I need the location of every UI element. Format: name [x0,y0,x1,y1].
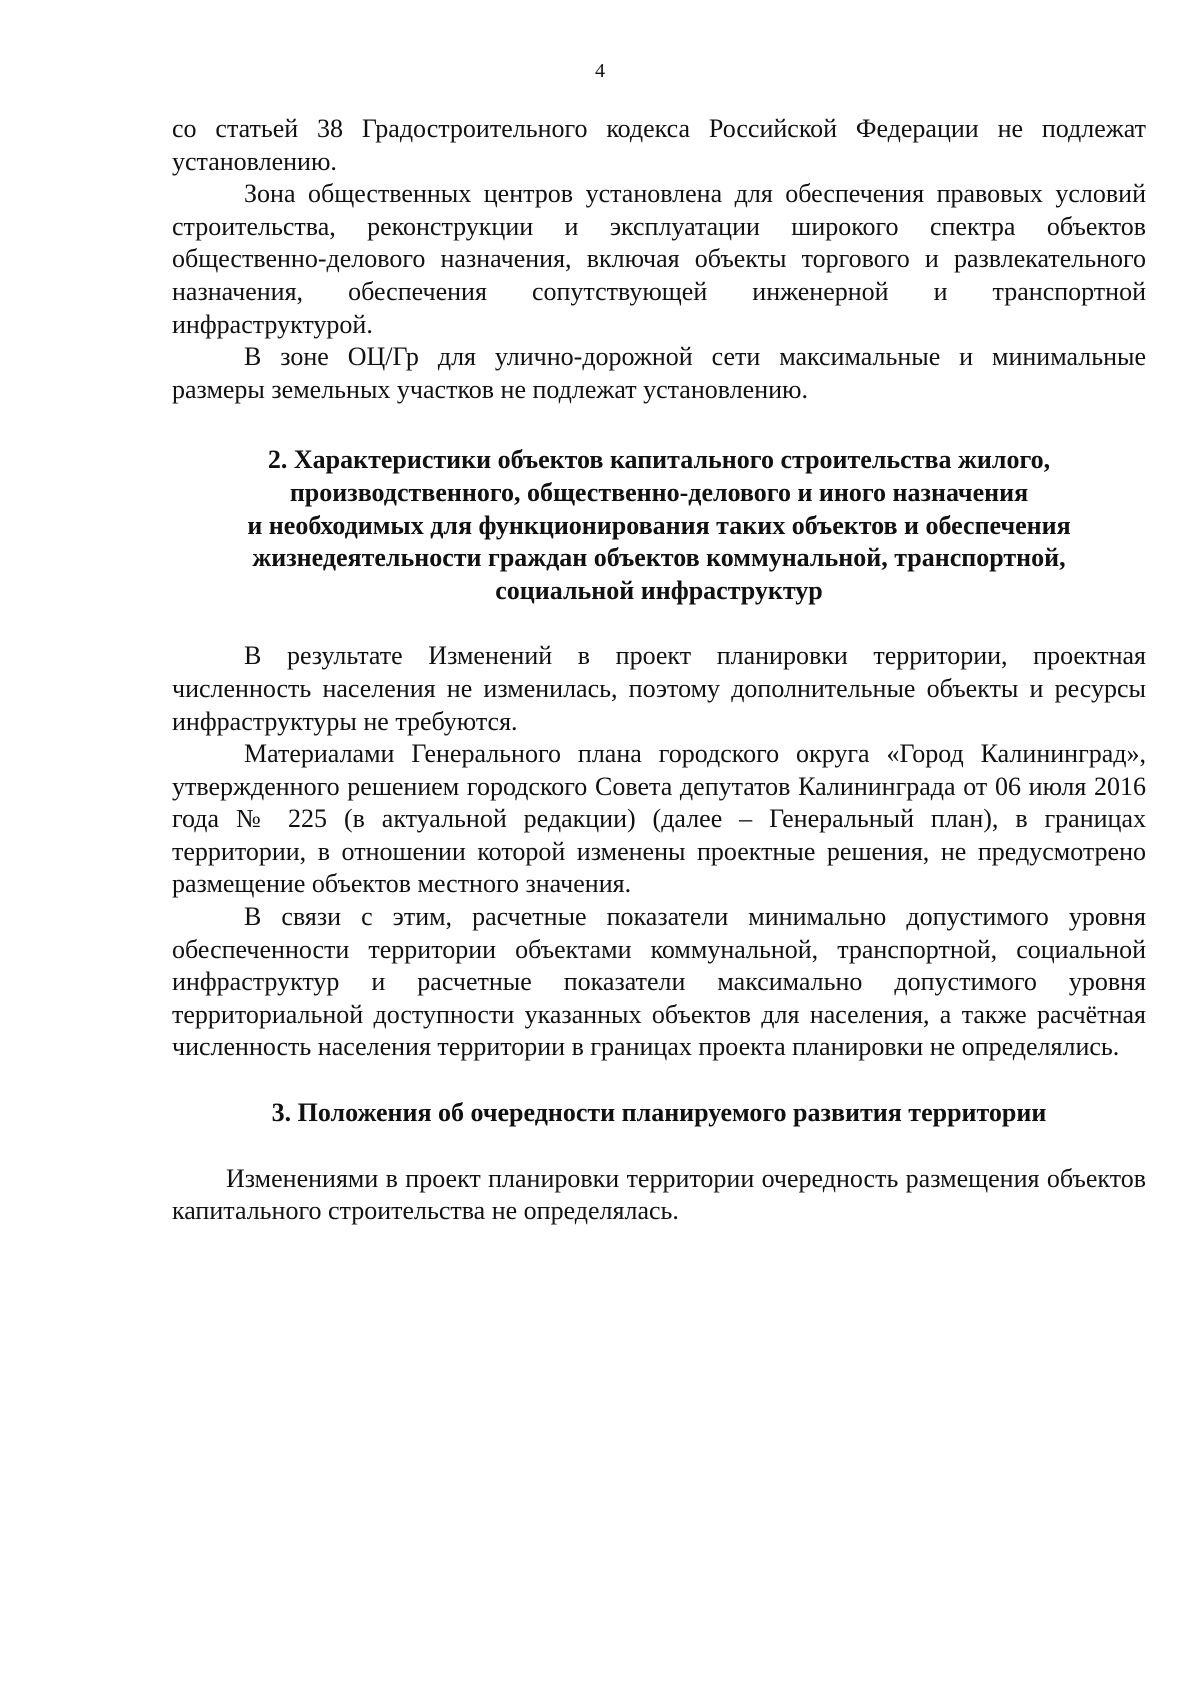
paragraph-land-plot-sizes: В зоне ОЦ/Гр для улично-дорожной сети максимальные и минимальные размеры земельных участков не подлежат установлению. [172,342,1146,404]
paragraph-development-order: Изменениями в проект планировки территории очередность размещения объектов капитального строительства не определялась. [172,1163,1146,1226]
document-body [172,113,1146,1228]
section-heading-3: 3. Положения об очередности планируемого развития территории [271,1098,1047,1128]
paragraph-population-unchanged: В результате Изменений в проект планировки территории, проектная численность населения не изменилась, поэтому дополнительные объекты и ресурсы инфраструктуры не требуются. [172,641,1146,736]
section-heading-2: 2. Характеристики объектов капитального строительства жилого, производственного, общественно-делового и иного назначения и необходимых для функционирования таких объектов и обеспечения жизнедеятельности граждан объектов коммунальной, транспортной, социальной инфраструктур [247,445,1071,605]
paragraph-public-centers-zone: Зона общественных центров установлена для обеспечения правовых условий строительства, реконструкции и эксплуатации широкого спектра объектов общественно-делового назначения, включая объекты торгового и развлекательного назначения, обеспечения сопутствующей инженерной и транспортной инфраструктурой. [172,179,1146,339]
paragraph-calculated-indicators: В связи с этим, расчетные показатели минимально допустимого уровня обеспеченности территории объектами коммунальной, транспортной, социальной инфраструктур и расчетные показатели максимально допустимого уровня территориальной доступности указанных объектов для населения, а также расчётная численность населения территории в границах проекта планировки не определялись. [172,902,1146,1062]
page-number: 4 [595,60,605,82]
paragraph-general-plan: Материалами Генерального плана городского округа «Город Калининград», утвержденного решением городского Совета депутатов Калининграда от 06 июля 2016 года № 225 (в актуальной редакции) (далее – Генеральный план), в границах территории, в отношении которой изменены проектные решения, не предусмотрено размещение объектов местного значения. [172,739,1146,899]
paragraph-continuation: со статьей 38 Градостроительного кодекса Российской Федерации не подлежат установлению. [172,114,1146,176]
